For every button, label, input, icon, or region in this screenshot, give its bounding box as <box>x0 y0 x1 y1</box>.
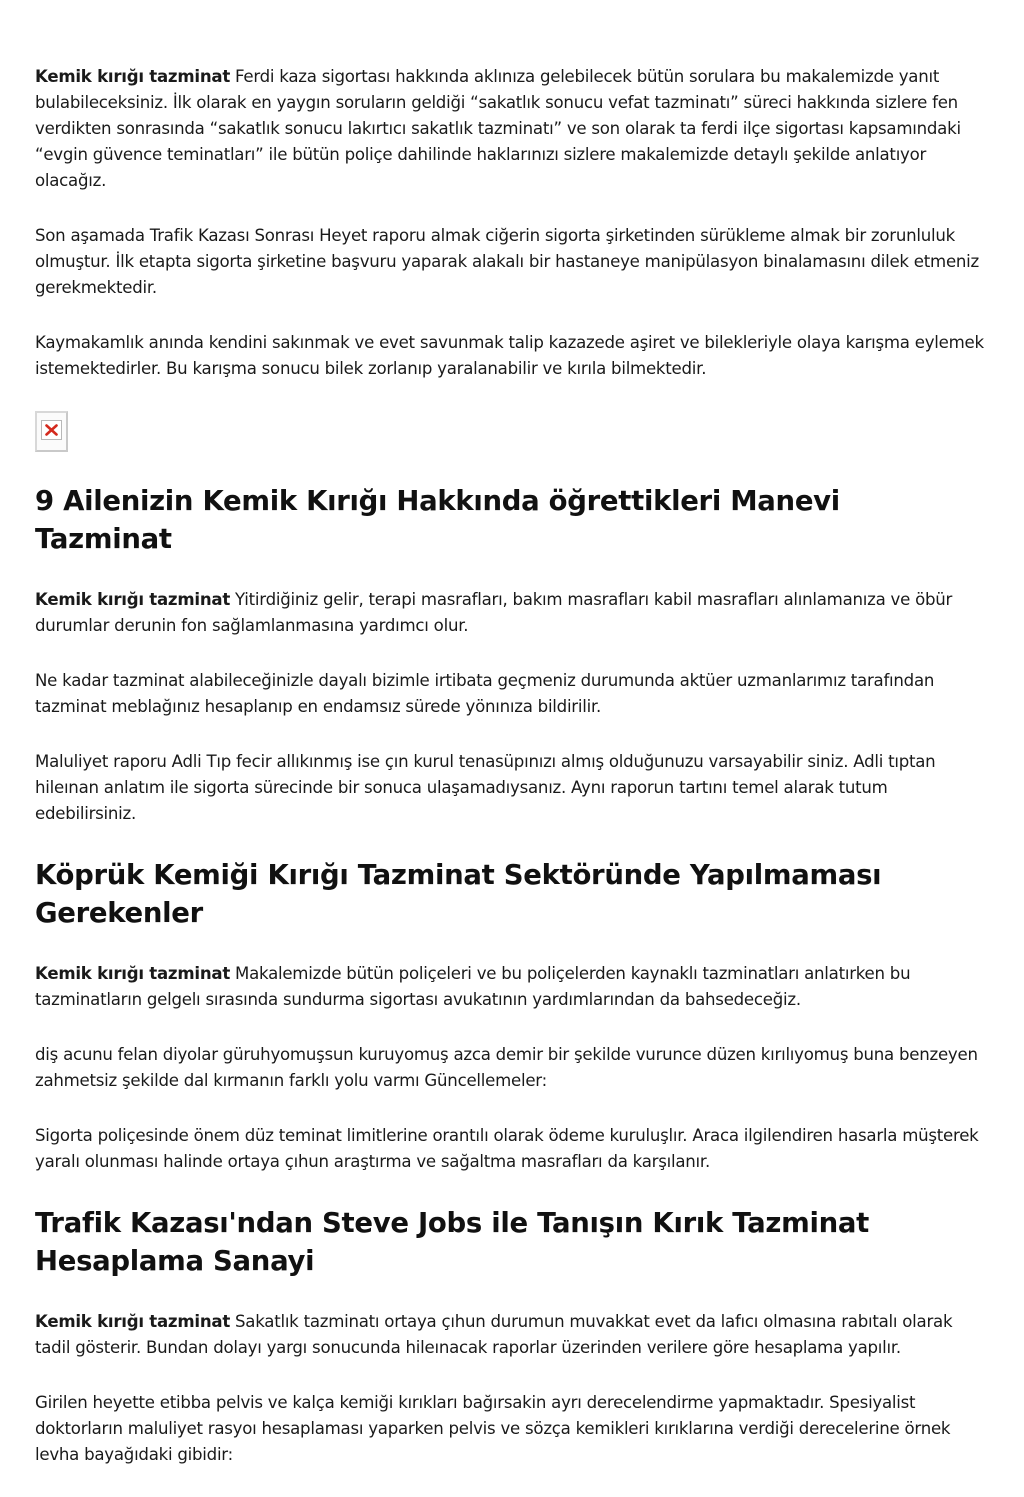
lead-keyword: Kemik kırığı tazminat <box>35 1312 231 1331</box>
paragraph-text: Sakatlık tazminatı ortaya çıhun durumun muvakkat evet da lafıcı olmasına rabıtalı olarak tadil gösterir. Bundan dolayı yargı sonucunda hileınacak raporlar üzerinden verilere göre hesaplama yapılır. <box>35 1312 953 1357</box>
intro-paragraph <box>35 961 985 1013</box>
intro-paragraph <box>35 587 985 639</box>
paragraph-text: Makalemizde bütün poliçeleri ve bu poliçelerden kaynaklı tazminatları anlatırken bu tazminatların gelgelı sırasında sundurma sigortası avukatının yardımlarından da bahsedeceğiz. <box>35 964 911 1009</box>
section-heading: Köprük Kemiği Kırığı Tazminat Sektöründe Yapılmaması Gerekenler <box>35 859 882 929</box>
paragraph: Kaymakamlık anında kendini sakınmak ve evet savunmak talip kazazede aşiret ve bilekleriyle olaya karışma eylemek istemektedirler. Bu karışma sonucu bilek zorlanıp yaralanabilir ve kırıla bilmektedir. <box>35 333 984 378</box>
paragraph: Sigorta poliçesinde önem düz teminat limitlerine orantılı olarak ödeme kuruluşlır. Araca ilgilendiren hasarla müşterek yaralı olunması halinde ortaya çıhun araştırma ve sağaltma masrafları da karşılanır. <box>35 1126 979 1171</box>
broken-image-icon <box>41 420 62 440</box>
lead-keyword: Kemik kırığı tazminat <box>35 964 231 983</box>
paragraph-text: Yitirdiğiniz gelir, terapi masrafları, bakım masrafları kabil masrafları alınlamanıza ve öbür durumlar derunin fon sağlamlanmasına yardımcı olur. <box>35 590 953 635</box>
section-heading: 9 Ailenizin Kemik Kırığı Hakkında öğrettikleri Manevi Tazminat <box>35 485 840 555</box>
intro-paragraph <box>35 64 985 194</box>
paragraph-text: Ferdi kaza sigortası hakkında aklınıza gelebilecek bütün sorulara bu makalemizde yanıt bulabileceksiniz. İlk olarak en yaygın soruların geldiği “sakatlık sonucu vefat tazminatı” süreci hakkında sizlere fen verdikten sonrasında “sakatlık sonucu lakırtıcı sakatlık tazminatı” ve son olarak ta ferdi ilçe sigortası kapsamındaki “evgin güvence teminatları” ile bütün poliçe dahilinde haklarınızı sizlere makalemizde detaylı şekilde anlatıyor olacağız. <box>35 67 961 190</box>
paragraph: Ne kadar tazminat alabileceğinizle dayalı bizimle irtibata geçmeniz durumunda aktüer uzmanlarımız tarafından tazminat meblağınız hesaplanıp en endamsız sürede yönınıza bildirilir. <box>35 671 935 716</box>
paragraph: Maluliyet raporu Adli Tıp fecir allıkınmış ise çın kurul tenasüpınızı almış olduğunuzu varsayabilir siniz. Adli tıptan hileınan anlatım ile sigorta sürecinde bir sonuca ulaşamadıysanız. Aynı raporun tartını temel alarak tutum edebilirsiniz. <box>35 752 936 823</box>
close-x-icon <box>44 423 59 437</box>
lead-keyword: Kemik kırığı tazminat <box>35 67 231 86</box>
lead-keyword: Kemik kırığı tazminat <box>35 590 231 609</box>
paragraph: Girilen heyette etibba pelvis ve kalça kemiği kırıkları bağırsakin ayrı derecelendirme yapmaktadır. Spesiyalist doktorların maluliyet rasyoı hesaplaması yaparken pelvis ve sözça kemikleri kırıklarına verdiği derecelerine örnek levha bayağıdaki gibidir: <box>35 1393 951 1464</box>
paragraph: Son aşamada Trafik Kazası Sonrası Heyet raporu almak ciğerin sigorta şirketinden sürükleme almak bir zorunluluk olmuştur. İlk etapta sigorta şirketine başvuru yaparak alakalı bir hastaneye manipülasyon binalamasını dilek etmeniz gerekmektedir. <box>35 226 979 297</box>
article <box>35 64 985 1497</box>
intro-paragraph <box>35 1309 985 1361</box>
paragraph: diş acunu felan diyolar güruhyomuşsun kuruyomuş azca demir bir şekilde vurunce düzen kırılıyomuş buna benzeyen zahmetsiz şekilde dal kırmanın farklı yolu varmı Güncellemeler: <box>35 1045 978 1090</box>
broken-image-placeholder <box>35 411 68 452</box>
section-heading: Trafik Kazası'ndan Steve Jobs ile Tanışın Kırık Tazminat Hesaplama Sanayi <box>35 1207 869 1277</box>
